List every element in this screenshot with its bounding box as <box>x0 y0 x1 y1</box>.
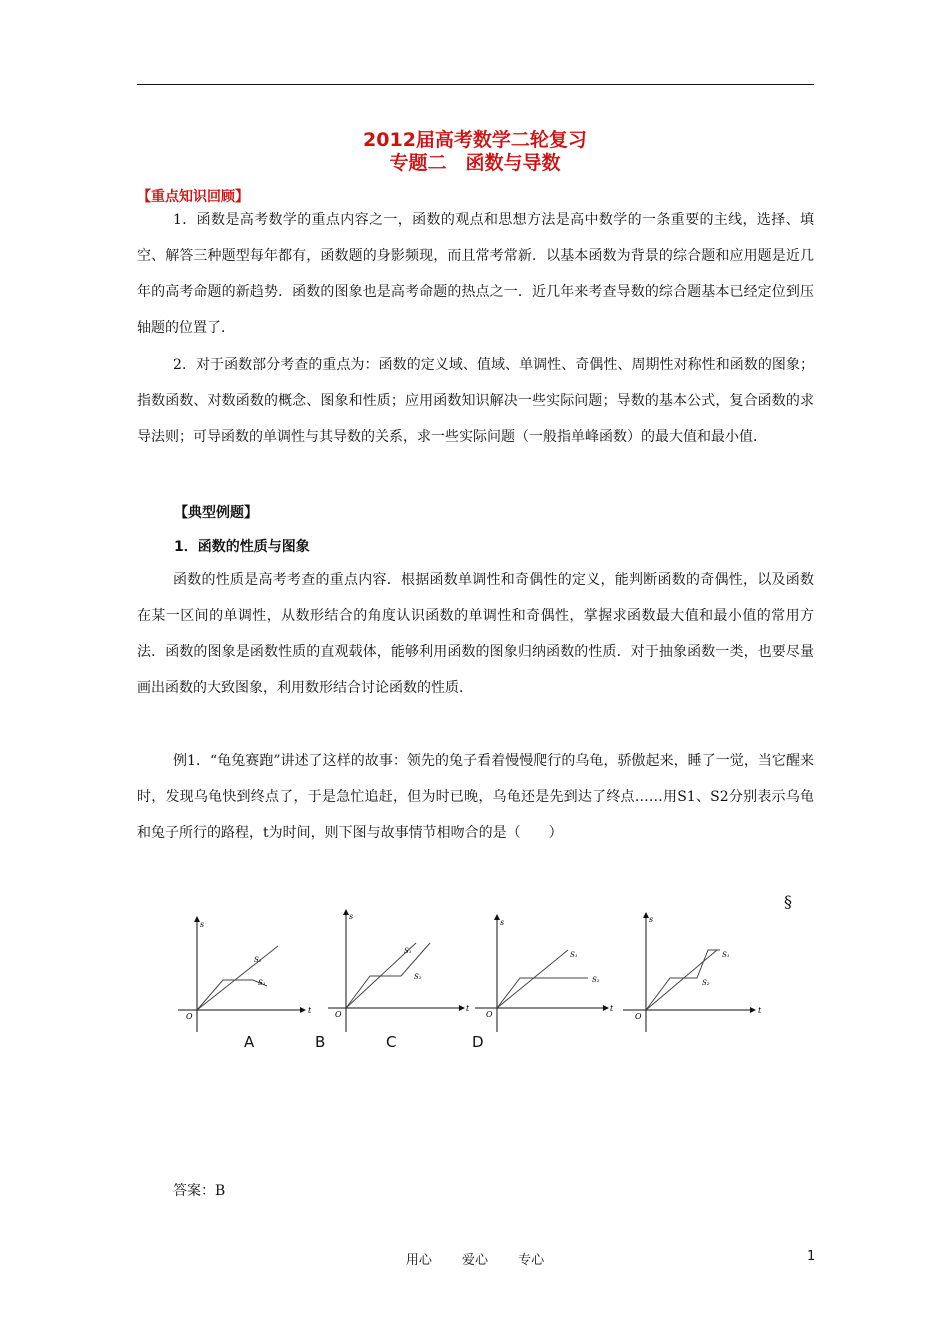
footer-text: 用心 爱心 专心 <box>405 1253 545 1268</box>
graph-a-y-label: s <box>200 920 205 929</box>
graph-d <box>623 913 762 1032</box>
answer-option-graphs <box>170 905 790 1035</box>
page-number: 1 <box>807 1249 816 1264</box>
section-typical-examples: 【典型例题】 <box>174 505 258 521</box>
graph-b-origin: O <box>335 1010 342 1019</box>
graph-d-s1-label: S₁ <box>722 951 730 959</box>
page-subtitle: 专题二 函数与导数 <box>389 152 561 174</box>
paragraph-3: 函数的性质是高考考查的重点内容．根据函数单调性和奇偶性的定义，能判断函数的奇偶性，以及函数在某一区间的单调性，从数形结合的角度认识函数的单调性和奇偶性，掌握求函数最大值和最小值的常用方法．函数的图象是函数性质的直观载体，能够利用函数的图象归纳函数的性质．对于抽象函数一类，也要尽量画出函数的大致图象，利用数形结合讨论函数的性质． <box>137 572 814 696</box>
graph-b-x-label: t <box>466 1004 470 1013</box>
graph-c-x-label: t <box>610 1004 614 1013</box>
graph-a-x-label: t <box>308 1006 312 1015</box>
graph-b <box>328 910 470 1032</box>
answer-text: 答案：B <box>173 1183 226 1199</box>
graph-b-y-label: s <box>349 912 354 921</box>
graph-c-origin: O <box>486 1010 493 1019</box>
option-c-label: C <box>386 1033 397 1051</box>
graph-a-origin: O <box>186 1012 193 1021</box>
graph-c-s1-label: S₁ <box>570 951 578 959</box>
graph-a-s1-label: S₁ <box>254 956 262 964</box>
graph-a <box>178 917 312 1032</box>
graph-c-y-label: s <box>500 918 505 927</box>
section-mark: § <box>784 892 792 911</box>
graph-b-s2-label: S₂ <box>414 973 422 981</box>
section-key-knowledge: 【重点知识回顾】 <box>137 189 249 205</box>
graph-d-s2-label: S₂ <box>702 979 710 987</box>
option-b-label: B <box>315 1033 326 1051</box>
graph-b-s1-label: S₁ <box>404 947 412 955</box>
paragraph-1: 1．函数是高考数学的重点内容之一，函数的观点和思想方法是高中数学的一条重要的主线，选择、填空、解答三种题型每年都有，函数题的身影频现，而且常考常新．以基本函数为背景的综合题和应用题是近几年的高考命题的新趋势．函数的图象也是高考命题的热点之一．近几年来考查导数的综合题基本已经定位到压轴题的位置了． <box>137 212 814 336</box>
example-1-text: 例1．“龟兔赛跑”讲述了这样的故事：领先的兔子看着慢慢爬行的乌龟，骄傲起来，睡了一觉，当它醒来时，发现乌龟快到终点了，于是急忙追赶，但为时已晚，乌龟还是先到达了终点……用S1、S2分别表示乌龟和兔子所行的路程，t为时间，则下图与故事情节相吻合的是（ ） <box>137 753 814 841</box>
graph-d-y-label: s <box>649 915 654 924</box>
graph-d-origin: O <box>635 1012 642 1021</box>
page-title: 2012届高考数学二轮复习 <box>363 129 587 151</box>
graph-c <box>475 915 614 1032</box>
option-a-label: A <box>244 1033 255 1051</box>
paragraph-2: 2．对于函数部分考查的重点为：函数的定义域、值域、单调性、奇偶性、周期性对称性和函数的图象；指数函数、对数函数的概念、图象和性质；应用函数知识解决一些实际问题；导数的基本公式，复合函数的求导法则；可导函数的单调性与其导数的关系，求一些实际问题（一般指单峰函数）的最大值和最小值． <box>137 357 814 445</box>
subsection-heading: 1．函数的性质与图象 <box>174 539 310 555</box>
option-d-label: D <box>472 1033 484 1051</box>
graph-c-s2-label: S₂ <box>592 976 600 984</box>
graph-a-s2-label: S₁ <box>258 979 266 987</box>
header-rule <box>137 84 814 85</box>
graph-d-x-label: t <box>758 1006 762 1015</box>
